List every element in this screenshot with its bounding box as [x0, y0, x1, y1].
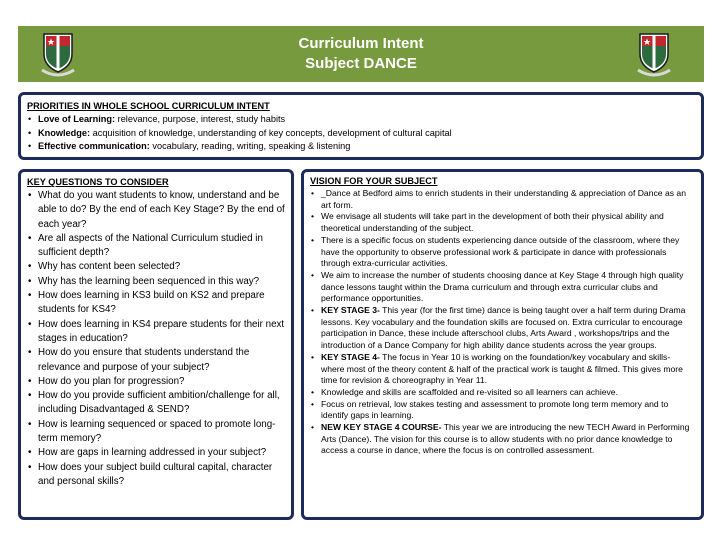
item-text: acquisition of knowledge, understanding of key concepts, development of cultural capital — [90, 127, 452, 138]
item-text: Knowledge and skills are scaffolded and re-visited so all learners can achieve. — [321, 386, 618, 397]
list-item: • How does learning in KS3 build on KS2 and prepare students for KS4? — [27, 289, 285, 318]
vision-panel — [301, 169, 704, 520]
vision-list — [310, 188, 695, 305]
list-item: • We aim to increase the number of students choosing dance at Key Stage 4 through high quality dance lessons taught within the Drama curriculum and through extra curricular clubs and performance opportunities. — [310, 270, 695, 305]
page-title — [18, 34, 704, 74]
priorities-panel — [18, 92, 704, 160]
list-item: • There is a specific focus on students experiencing dance outside of the classroom, where they have the opportunity to observe professional work & participate in dance with professionals through extra-curricular activities. — [310, 235, 695, 270]
item-label: Effective communication: — [38, 141, 150, 152]
list-item: • Why has the learning been sequenced in this way? — [27, 275, 285, 289]
list-item — [310, 305, 695, 352]
item-text: This year we are introducing the new TECH Award in Performing Arts (Dance). The vision for this course is to allow students with no prior dance knowledge to access a course in dance, where the focus is on controlled assessment. — [321, 422, 690, 456]
item-text: relevance, purpose, interest, study habits — [115, 114, 286, 124]
item-text: vocabulary, reading, writing, speaking & listening — [149, 141, 351, 152]
item-label: KEY STAGE 4- — [321, 351, 380, 362]
list-item — [27, 140, 695, 154]
list-item — [310, 352, 695, 387]
list-item — [310, 399, 695, 422]
list-item — [27, 113, 695, 127]
item-text: This year (for the first time) dance is being taught over a half term during Drama lessons. Key vocabulary and the foundation skills are focused on. Extra curricular to encourage participation in Dance, these include afterschool clubs, Arts Award , workshops/trips and the introduction of a Dance Company for high ability dance students across the year groups. — [321, 305, 686, 351]
list-item: • _Dance at Bedford aims to enrich students in their understanding & appreciation of Dance as an art form. — [310, 188, 695, 211]
title-line-2: Subject DANCE — [305, 55, 417, 72]
priorities-list — [27, 113, 695, 154]
school-crest-icon — [636, 30, 672, 78]
key-questions-list — [27, 189, 285, 489]
item-label: Knowledge: — [38, 127, 91, 138]
list-item: • How do you plan for progression? — [27, 375, 285, 389]
vision-heading: VISION FOR YOUR SUBJECT — [310, 176, 438, 186]
item-label: Love of Learning: — [38, 114, 116, 124]
priorities-heading: PRIORITIES IN WHOLE SCHOOL CURRICULUM INTENT — [27, 101, 270, 111]
list-item: • How do you provide sufficient ambition/challenge for all, including Disadvantaged & SEND? — [27, 389, 285, 418]
key-questions-heading: KEY QUESTIONS TO CONSIDER — [27, 177, 169, 187]
list-item — [310, 422, 695, 457]
key-questions-panel — [18, 169, 294, 520]
list-item: • Are all aspects of the National Curriculum studied in sufficient depth? — [27, 232, 285, 261]
item-label: KEY STAGE 3- — [321, 305, 380, 316]
item-text: Focus on retrieval, low stakes testing and assessment to promote long term memory and to identify gaps in learning. — [321, 398, 669, 421]
list-item: • How does learning in KS4 prepare students for their next stages in education? — [27, 318, 285, 347]
list-item: • How is learning sequenced or spaced to promote long-term memory? — [27, 418, 285, 447]
title-line-1: Curriculum Intent — [298, 35, 424, 52]
list-item: • How do you ensure that students understand the relevance and purpose of your subject? — [27, 346, 285, 375]
vision-stage-list — [310, 305, 695, 457]
header-banner — [18, 26, 704, 82]
list-item: • What do you want students to know, understand and be able to do? By the end of each Key Stage? By the end of each year? — [27, 189, 285, 232]
list-item — [27, 127, 695, 141]
list-item — [310, 387, 695, 399]
item-text: The focus in Year 10 is working on the foundation/key vocabulary and skills- where most of the theory content & half of the practical work is taught & filmed. This gives more time for revision & choreography in Year 11. — [321, 351, 683, 386]
list-item: • Why has content been selected? — [27, 260, 285, 274]
item-label: NEW KEY STAGE 4 COURSE- — [321, 422, 442, 433]
list-item: • How does your subject build cultural capital, character and personal skills? — [27, 461, 285, 490]
list-item: • We envisage all students will take part in the development of both their physical ability and theoretical understanding of the subject. — [310, 211, 695, 234]
list-item: • How are gaps in learning addressed in your subject? — [27, 446, 285, 460]
